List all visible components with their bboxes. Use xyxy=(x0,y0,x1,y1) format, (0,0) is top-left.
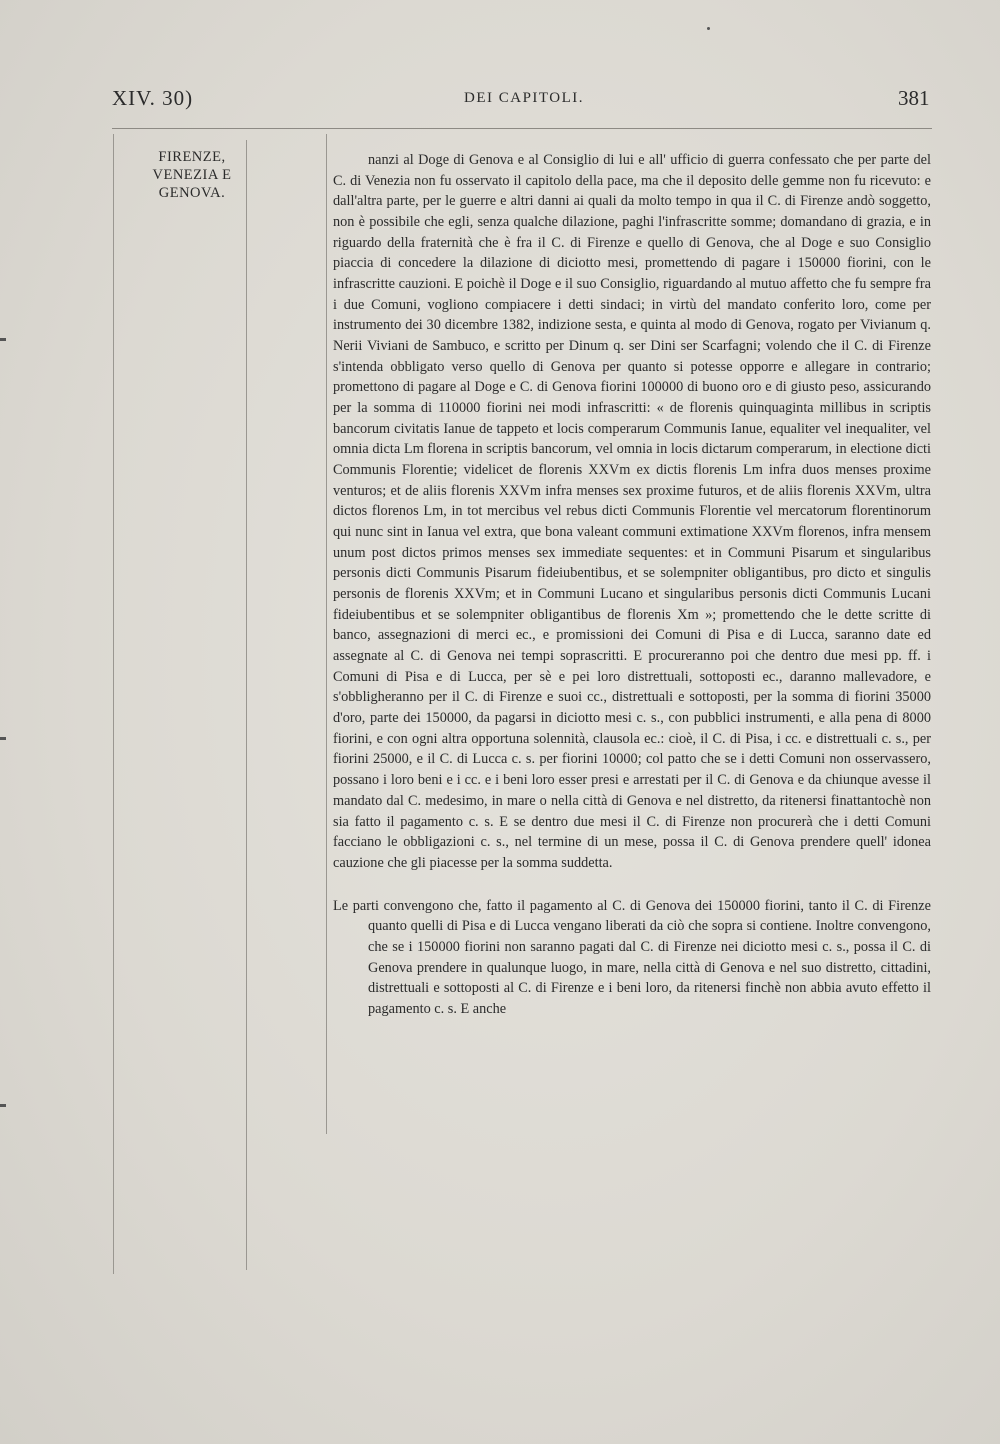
running-title: DEI CAPITOLI. xyxy=(464,90,585,106)
margin-note-line: GENOVA. xyxy=(158,185,226,201)
margin-line-left xyxy=(113,134,114,1274)
paper-speck xyxy=(707,27,710,30)
binding-mark xyxy=(0,1104,6,1107)
page-header xyxy=(0,86,1000,116)
binding-mark xyxy=(0,338,6,341)
paragraph: nanzi al Doge di Genova e al Consiglio di lui e all' ufficio di guerra confessato che per parte del C. di Venezia non fu osservato il capitolo della pace, ma che il deposito delle gemme non fu ricevuto: e dall'altra parte, per le guerre e altri danni ai quali da molto tempo in qua il C. di Firenze andò soggetto, non è possibile che egli, senza qualche dilazione, paghi l'infrascritte somme; domandano di grazia, e in riguardo della fraternità che è fra il C. di Firenze e quello di Genova, che al Doge e suo Consiglio piaccia di concedere la dilazione di diciotto mesi, promettendo di pagare i 150000 fiorini, con le infrascritte cauzioni. E poichè il Doge e il suo Consiglio, riguardando al mutuo affetto che fu sempre fra i due Comuni, vogliono compiacere i detti sindaci; in virtù del mandato conferito loro, come per instrumento dei 30 dicembre 1382, indizione sesta, e quinta al modo di Genova, rogato per Vivianum q. Nerii Viviani de Sambuco, e scritto per Dinum q. ser Dini ser Scarfagni; volendo che il C. di Firenze s'intenda obbligato verso quello di Genova per quanto si potesse opporre e allegare in contrario; promettono di pagare al Doge e C. di Genova fiorini 100000 di buono oro e di giusto peso, assicurando per la somma di 110000 fiorini nei modi infrascritti: « de florenis quinquaginta millibus in scriptis bancorum civitatis Ianue de tappeto et locis comperarum Communis Ianue, equaliter vel inequaliter, vel omnia dicta Lm florena in scriptis bancorum, vel omnia in locis dictarum comperarum, in electione dicti Communis Florentie; videlicet de florenis XXVm ex dictis florenis Lm infra duos menses proxime venturos; et de aliis florenis XXVm infra menses sex proxime futuros, et de aliis florenis XXVm, ultra dictos florenos Lm, in tot mercibus vel rebus dicti Communis Florentie vel mercatorum florentinorum qui nunc sint in Ianua vel extra, que bona valeant communi extimatione XXVm florenos, infra mensem unum post dictos primos menses sex immediate sequentes: et in Communi Pisarum et singularibus personis dicti Communis Pisarum fideiubentibus, et se solempniter obligantibus, pro dicto et singulis personis de florenis XXVm; et in Communi Lucano et singularibus personis dicti Communis Lucani fideiubentibus et se solempniter obligantibus de florenis Xm »; promettendo che le dette scritte di banco, assegnazioni di merci ec., e promissioni dei Comuni di Pisa e di Lucca, saranno date ed assegnate al C. di Genova nei tempi soprascritti. E procureranno poi che dentro due mesi pp. ff. i Comuni di Pisa e di Lucca, per sè e pei loro distrettuali, sottoposti ec., daranno mallevadore, e s'obbligheranno per il C. di Firenze e suoi cc., distrettuali e sottoposti, per la somma di fiorini 35000 d'oro, parte dei 150000, da pagarsi in diciotto mesi c. s., con pubblici instrumenti, e alla pena di 8000 fiorini, e con ogni altra opportuna solennità, clausola ec.: cioè, il C. di Pisa, i cc. e distrettuali c. s., per fiorini 25000, e il C. di Lucca c. s. per fiorini 10000; col patto che se i detti Comuni non osservassero, possano i loro beni e i cc. e i beni loro esser presi e arrestati per il C. di Genova e da chiunque avesse il mandato dal C. medesimo, in mare o nella città di Genova e nel distretto, da ritenersi finattantochè non sia fatto il pagamento c. s. E se dentro due mesi il C. di Firenze non procurerà che i detti Comuni facciano le obbligazioni c. s., nel termine di un mese, possa il C. di Genova prendere quell' idonea cauzione che gli piacesse per la somma suddetta. xyxy=(333,152,931,871)
margin-note-line: VENEZIA E xyxy=(152,167,232,183)
margin-note xyxy=(117,148,267,202)
header-rule xyxy=(112,128,932,129)
margin-line-right xyxy=(326,134,327,1134)
page-number: 381 xyxy=(898,86,930,110)
main-text xyxy=(333,150,931,1020)
section-reference: XIV. 30) xyxy=(112,86,194,110)
paragraph: Le parti convengono che, fatto il pagamento al C. di Genova dei 150000 fiorini, tanto il C. di Firenze quanto quelli di Pisa e di Lucca vengano liberati da ciò che sopra si contiene. Inoltre convengono, che se i 150000 fiorini non saranno pagati dal C. di Firenze nei diciotto mesi c. s., possa il C. di Genova prendere in qualunque luogo, in mare, nella città di Genova e nel suo distretto, cittadini, distrettuali e sottoposti al C. di Firenze e i beni loro, da ritenersi finchè non abbia avuto effetto il pagamento c. s. E anche xyxy=(333,897,931,1017)
margin-line-mid xyxy=(246,140,247,1270)
binding-mark xyxy=(0,737,6,740)
margin-note-line: FIRENZE, xyxy=(158,149,226,165)
